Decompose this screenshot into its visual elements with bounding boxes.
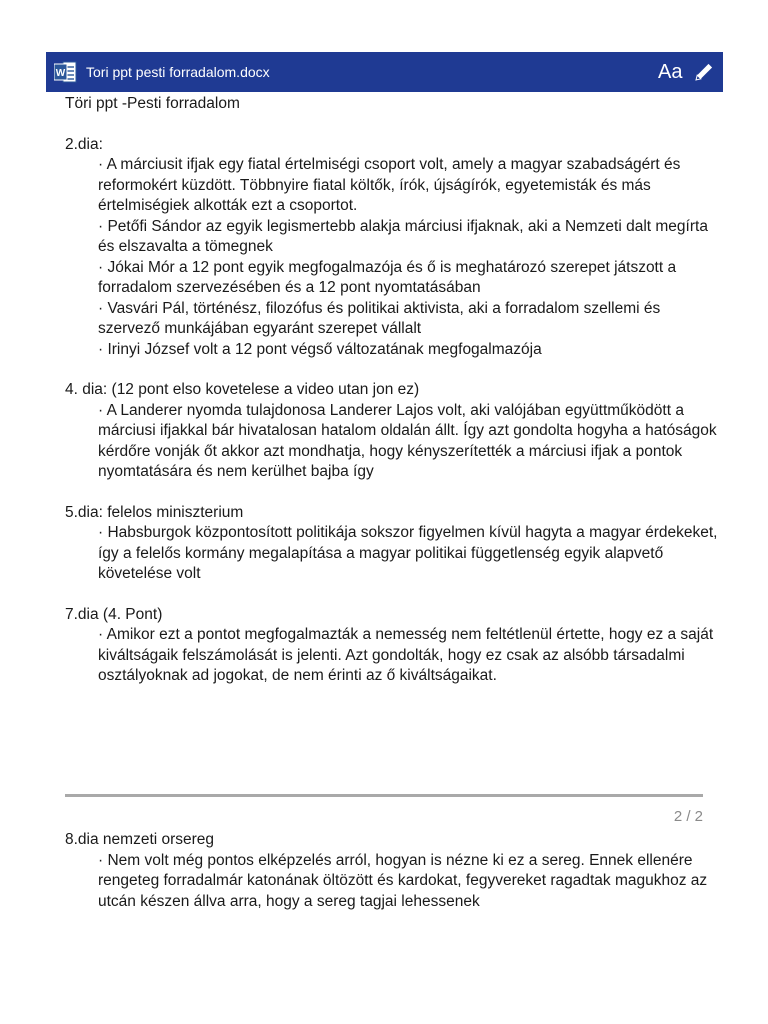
page-divider [65,794,703,797]
bullet-item: · Petőfi Sándor az egyik legismertebb alakja márciusi ifjaknak, aki a Nemzeti dalt megírta és elszavalta a tömegnek [98,217,708,255]
bullet-item: · Amikor ezt a pontot megfogalmazták a nemesség nem feltétlenül értette, hogy ez a saját kiváltságaik felszámolását is jelenti. Azt gondolták, hogy ez csak az alsóbb társadalmi osztályoknak ad jogokat, de nem érinti az ő kiváltságaikat. [98,626,714,684]
font-size-button[interactable]: Aa [658,61,683,83]
bullet-item: · A Landerer nyomda tulajdonosa Landerer Lajos volt, aki valójában együttműködött a márciusi ifjakkal bár hivatalosan hatalom oldalán állt. Így azt gondolta hogyha a hatóságok kérdőre vonják őt akkor azt mondhatja, hogy kényszerítették a márciusi ifjak a pontok nyomtatására és nem kerülhet bajba így [98,401,717,480]
section-title: 2.dia: [65,135,103,153]
word-icon [54,61,77,83]
bullet-item: · Habsburgok központosított politikája sokszor figyelmen kívül hagyta a magyar érdekeket, így a felelős kormány megalapítása a magyar politikai függetlenség egyik alapvető követelése volt [98,524,718,582]
section-dia-5 [65,503,725,585]
document-title: Tori ppt pesti forradalom.docx [86,64,270,80]
document-page-2 [65,830,725,912]
bullet-item: · Vasvári Pál, történész, filozófus és politikai aktivista, aki a forradalom szellemi és szervező munkájában egyaránt szerepet vállalt [98,299,661,337]
section-title: 7.dia (4. Pont) [65,605,163,623]
section-title: 5.dia: felelos miniszterium [65,503,244,521]
pencil-icon[interactable] [692,60,716,84]
page-indicator: 2 / 2 [673,808,703,825]
bullet-item: · Irinyi József volt a 12 pont végső változatának megfogalmazója [98,340,542,358]
section-title: 8.dia nemzeti orsereg [65,831,215,848]
svg-text:W: W [55,68,66,79]
bullet-item: · Jókai Mór a 12 pont egyik megfogalmazója és ő is meghatározó szerepet játszott a forradalom szervezésében és a 12 pont nyomtatásában [98,258,677,296]
bullet-item: · A márciusit ifjak egy fiatal értelmiségi csoport volt, amely a magyar szabadságért és reformokért küzdött. Többnyire fiatal költők, írók, újságírók, egyetemisták és más értelmiségiek alkották ezt a csoportot. [98,156,681,214]
section-title: 4. dia: (12 pont elso kovetelese a video utan jon ez) [65,381,420,398]
section-dia-4 [65,380,725,483]
section-dia-2 [65,135,725,361]
section-dia-7 [65,605,725,687]
document-heading: Töri ppt -Pesti forradalom [65,95,240,112]
document-page-1 [65,94,725,687]
document-header-bar [46,52,723,92]
bullet-item: · Nem volt még pontos elképzelés arról, hogyan is nézne ki ez a sereg. Ennek ellenére rengeteg forradalmár katonának öltözött és kardokat, fegyvereket ragadtak magukhoz az utcán készen állva arra, hogy a sereg tagjai lehessenek [98,851,708,910]
